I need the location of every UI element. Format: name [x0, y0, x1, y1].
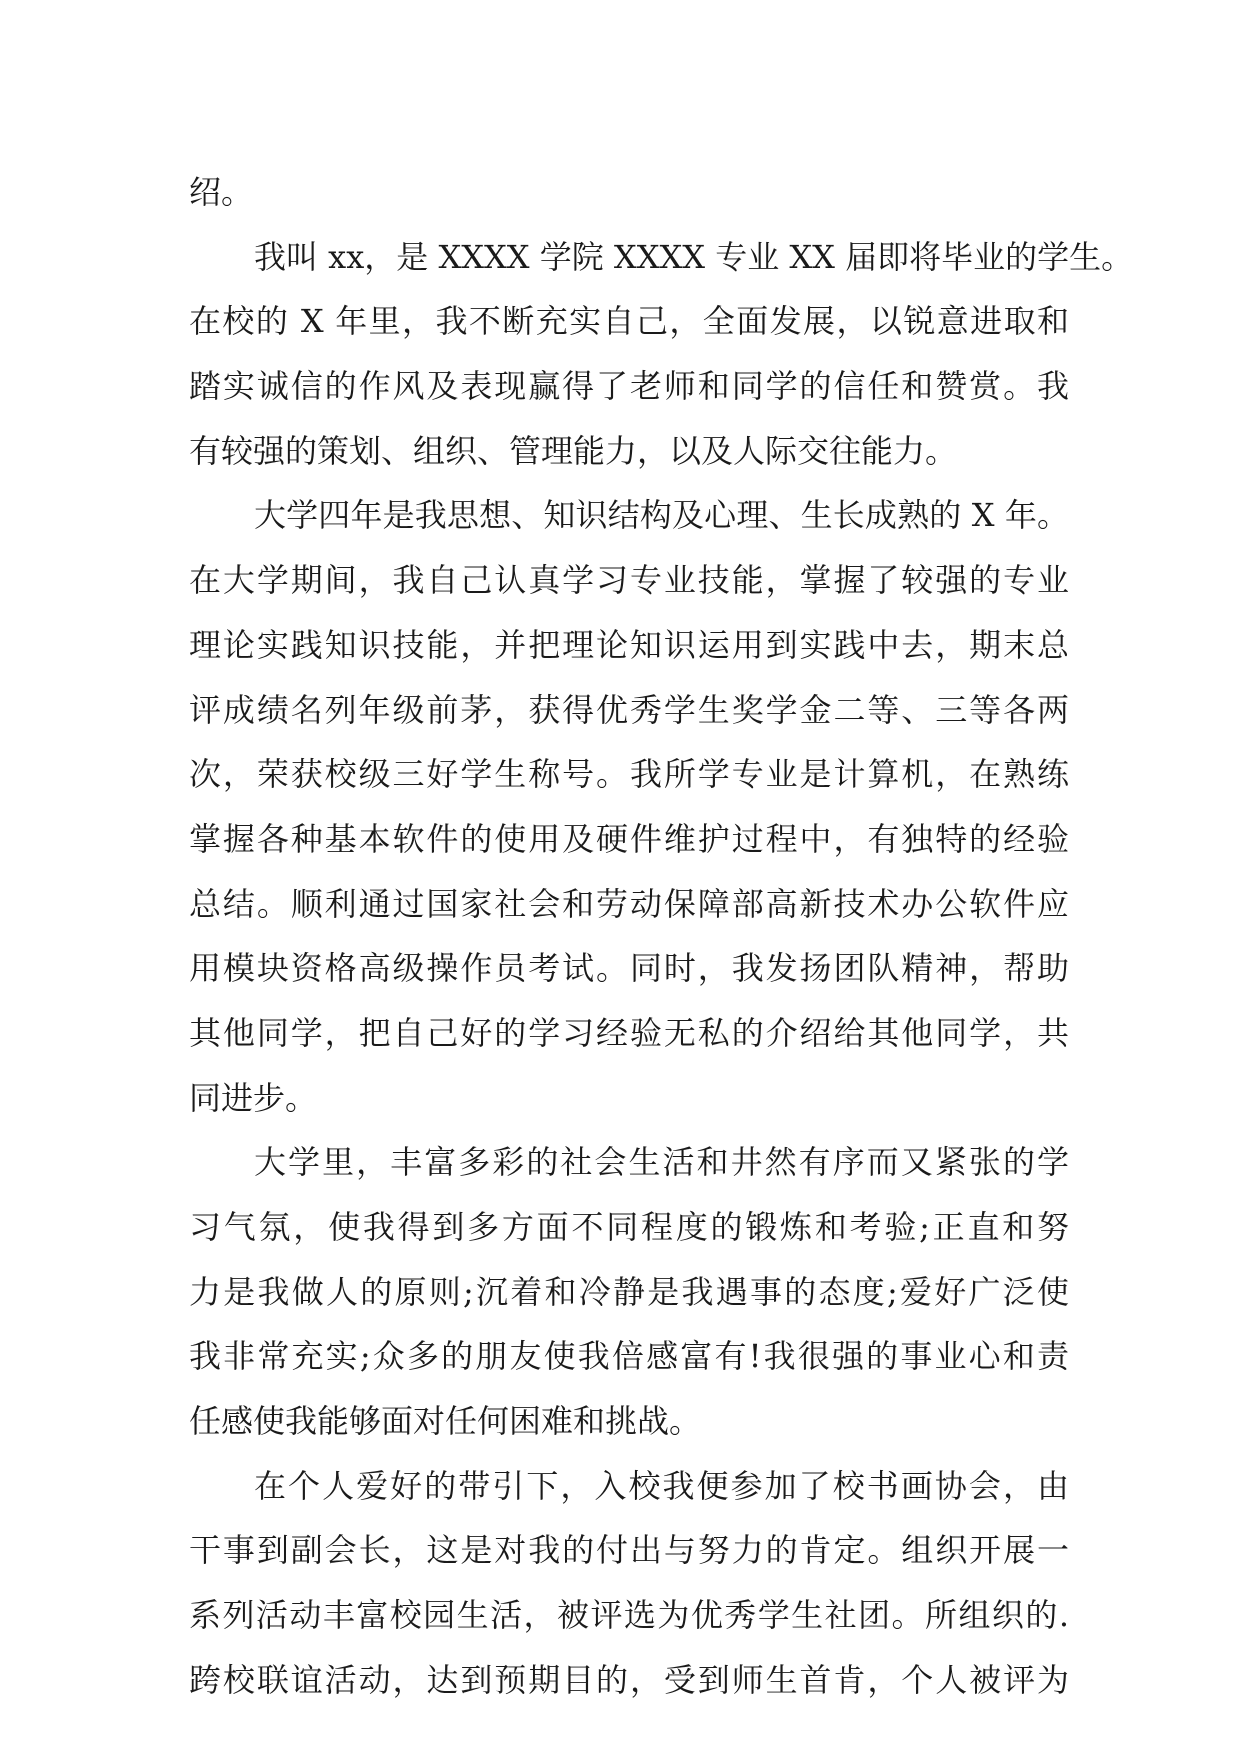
text-line: 用模块资格高级操作员考试。同时，我发扬团队精神，帮助 — [189, 949, 1069, 988]
text-line: 有较强的策划、组织、管理能力，以及人际交往能力。 — [189, 431, 958, 470]
text-line: 次，荣获校级三好学生称号。我所学专业是计算机，在熟练 — [189, 755, 1069, 794]
text-line: 其他同学，把自己好的学习经验无私的介绍给其他同学，共 — [189, 1013, 1069, 1052]
text-line: 评成绩名列年级前茅，获得优秀学生奖学金二等、三等各两 — [189, 690, 1069, 729]
text-line: 总结。顺利通过国家社会和劳动保障部高新技术办公软件应 — [189, 884, 1069, 923]
text-line: 同进步。 — [189, 1078, 318, 1117]
text-line: 任感使我能够面对任何困难和挑战。 — [189, 1402, 702, 1441]
text-line: 掌握各种基本软件的使用及硬件维护过程中，有独特的经验 — [189, 819, 1069, 858]
text-line: 系列活动丰富校园生活，被评选为优秀学生社团。所组织的. — [189, 1596, 1069, 1635]
text-line: 在校的 X 年里，我不断充实自己，全面发展，以锐意进取和 — [189, 302, 1069, 341]
text-line: 力是我做人的原则;沉着和冷静是我遇事的态度;爱好广泛使 — [189, 1272, 1069, 1311]
paragraph-first-line: 我叫 xx，是 XXXX 学院 XXXX 专业 XX 届即将毕业的学生。 — [254, 237, 1134, 276]
text-line: 习气氛，使我得到多方面不同程度的锻炼和考验;正直和努 — [189, 1208, 1069, 1246]
text-line: 干事到副会长，这是对我的付出与努力的肯定。组织开展一 — [189, 1531, 1069, 1570]
paragraph-first-line: 大学四年是我思想、知识结构及心理、生长成熟的 X 年。 — [254, 496, 1069, 535]
text-line: 在大学期间，我自己认真学习专业技能，掌握了较强的专业 — [189, 561, 1069, 600]
text-line: 绍。 — [189, 173, 254, 211]
body-text — [189, 160, 1134, 1713]
paragraph-first-line: 大学里，丰富多彩的社会生活和井然有序而又紧张的学 — [254, 1143, 1069, 1182]
text-line: 踏实诚信的作风及表现赢得了老师和同学的信任和赞赏。我 — [189, 367, 1069, 406]
text-line: 我非常充实;众多的朋友使我倍感富有!我很强的事业心和责 — [189, 1337, 1069, 1376]
text-line: 跨校联谊活动，达到预期目的，受到师生首肯，个人被评为 — [189, 1660, 1069, 1699]
text-line: 理论实践知识技能，并把理论知识运用到实践中去，期末总 — [189, 625, 1069, 664]
paragraph-first-line: 在个人爱好的带引下，入校我便参加了校书画协会，由 — [254, 1466, 1069, 1505]
